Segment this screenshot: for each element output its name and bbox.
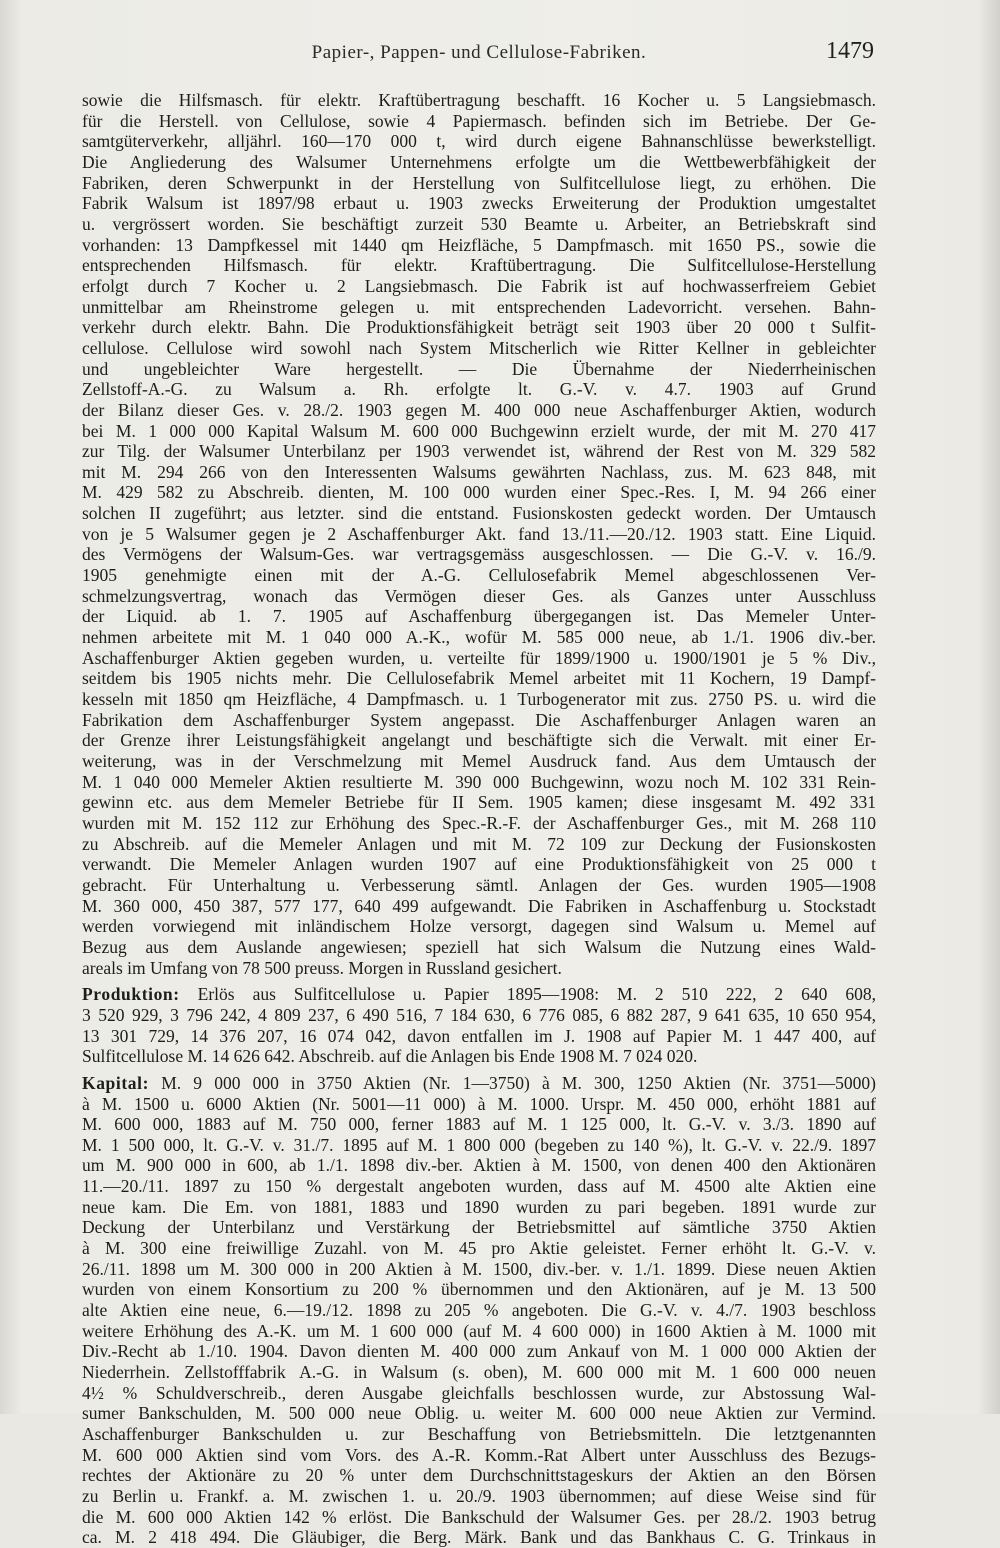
- text-line: Fabrikation dem Aschaffenburger System angepasst. Die Aschaffenburger Anlagen waren an: [82, 709, 876, 730]
- text-line: rechtes der Aktionäre zu 20 % unter dem Durchschnittstageskurs der Aktien an den Börsen: [82, 1465, 876, 1486]
- text-line: neue kam. Die Em. von 1881, 1883 und 1890 wurden zu pari begeben. 1891 wurde zur: [82, 1196, 876, 1217]
- kapital-heading: Kapital:: [82, 1072, 150, 1093]
- text-line: 3 520 929, 3 796 242, 4 809 237, 6 490 516, 7 184 630, 6 776 085, 6 882 287, 9 641 635, 10 650 954,: [82, 1004, 876, 1025]
- text-line: M. 600 000 Aktien sind vom Vors. des A.-R. Komm.-Rat Albert unter Ausschluss des Bezugs-: [82, 1444, 876, 1465]
- text-line: Sulfitcellulose M. 14 626 642. Abschreib. auf die Anlagen bis Ende 1908 M. 7 024 020.: [82, 1046, 698, 1067]
- running-header: [84, 38, 874, 68]
- text-line: Zellstoff-A.-G. zu Walsum a. Rh. erfolgte lt. G.-V. v. 4.7. 1903 auf Grund: [82, 379, 876, 400]
- text-line: Aschaffenburger Aktien gegeben wurden, u. verteilte für 1899/1900 u. 1900/1901 je 5 % Div.,: [82, 647, 876, 668]
- text-run: M. 9 000 000 in 3750 Aktien (Nr. 1—3750) à M. 300, 1250 Aktien (Nr. 3751—5000): [149, 1072, 876, 1093]
- text-line: verkehr durch elektr. Bahn. Die Produktionsfähigkeit beträgt seit 1903 über 20 000 t Sulfit-: [82, 317, 876, 338]
- main-paragraph: [82, 90, 876, 978]
- text-line: werden vorwiegend mit inländischem Holze versorgt, dagegen sind Walsum u. Memel auf: [82, 916, 876, 937]
- page-body: [82, 90, 876, 1548]
- page-number: 1479: [826, 38, 874, 64]
- text-line: 13 301 729, 14 376 207, 16 074 042, davon entfallen im J. 1908 auf Papier M. 1 447 400, auf: [82, 1025, 876, 1046]
- text-line: Aschaffenburger Bankschulden u. zur Beschaffung von Betriebsmitteln. Die letztgenannten: [82, 1424, 876, 1444]
- text-line: bei M. 1 000 000 Kapital Walsum M. 600 000 Buchgewinn erzielt wurde, der mit M. 270 417: [82, 420, 876, 441]
- text-line: Die Angliederung des Walsumer Unternehmens erfolgte um die Wettbewerbfähigkeit der: [82, 151, 876, 172]
- text-line: sowie die Hilfsmasch. für elektr. Kraftübertragung beschafft. 16 Kocher u. 5 Langsiebmasch.: [82, 90, 876, 110]
- text-line: um M. 900 000 in 600, ab 1./1. 1898 div.-ber. Aktien à M. 1500, von denen 400 den Aktionären: [82, 1155, 876, 1176]
- text-line: à M. 300 eine freiwillige Zuzahl. von M. 45 pro Aktie geleistet. Ferner erhöht lt. G.-V. v.: [82, 1238, 876, 1259]
- text-line: zu Abschreib. auf die Memeler Anlagen und mit M. 72 109 zur Deckung der Fusionskosten: [82, 833, 876, 854]
- text-line: unmittelbar am Rheinstrome gelegen u. mit entsprechenden Ladevorricht. versehen. Bahn-: [82, 296, 876, 317]
- text-line: wurden mit M. 152 112 zur Erhöhung des Spec.-R.-F. der Aschaffenburger Ges., mit M. 268 110: [82, 812, 876, 833]
- text-line: gewinn etc. aus dem Memeler Betriebe für II Sem. 1905 kamen; diese insgesamt M. 492 331: [82, 792, 876, 813]
- text-line: der Grenze ihrer Leistungsfähigkeit angelangt und beschäftigte sich die Verwalt. mit einer Er-: [82, 730, 876, 751]
- produktion-heading: Produktion:: [82, 984, 180, 1005]
- text-run: Erlös aus Sulfitcellulose u. Papier 1895—1908: M. 2 510 222, 2 640 608,: [179, 984, 876, 1005]
- text-line: Fabrik Walsum ist 1897/98 erbaut u. 1903 zwecks Erweiterung der Produktion umgestaltet: [82, 193, 876, 214]
- text-line: [82, 1073, 876, 1094]
- text-line: nehmen arbeitete mit M. 1 040 000 A.-K., wofür M. 585 000 neue, ab 1./1. 1906 div.-ber.: [82, 627, 876, 648]
- text-line: vorhanden: 13 Dampfkessel mit 1440 qm Heizfläche, 5 Dampfmasch. mit 1650 PS., sowie die: [82, 234, 876, 255]
- text-line: mit M. 294 266 von den Interessenten Walsums gewährten Nachlass, zus. M. 623 848, mit: [82, 461, 876, 482]
- text-line: à M. 1500 u. 6000 Aktien (Nr. 5001—11 000) à M. 1000. Urspr. M. 450 000, erhöht 1881 auf: [82, 1093, 876, 1114]
- text-line: sumer Bankschulden, M. 500 000 neue Oblig. u. weiter M. 600 000 neue Aktien zur Vermind.: [82, 1403, 876, 1424]
- text-line: u. vergrössert worden. Sie beschäftigt zurzeit 530 Beamte u. Arbeiter, an Betriebskraft sind: [82, 213, 876, 234]
- text-line: Fabriken, deren Schwerpunkt in der Herstellung von Sulfitcellulose liegt, zu erhöhen. Die: [82, 172, 876, 193]
- text-line: kesseln mit 1850 qm Heizfläche, 4 Dampfmasch. u. 1 Turbogenerator mit zus. 2750 PS. u. wird die: [82, 689, 876, 710]
- text-line: samtgüterverkehr, alljährl. 160—170 000 t, wird durch eigene Bahnanschlüsse bewerkstelligt.: [82, 131, 876, 152]
- page-fold-shadow: [978, 0, 1000, 1414]
- text-line: M. 1 040 000 Memeler Aktien resultierte M. 390 000 Buchgewinn, wozu noch M. 102 331 Rein-: [82, 771, 876, 792]
- kapital-section: [82, 1073, 876, 1548]
- text-line: schmelzungsvertrag, wonach das Vermögen dieser Ges. als Ganzes unter Ausschluss: [82, 585, 876, 606]
- text-line: für die Herstell. von Cellulose, sowie 4 Papiermasch. befinden sich im Betriebe. Der Ge-: [82, 110, 876, 131]
- text-line: ca. M. 2 418 494. Die Gläubiger, die Berg. Märk. Bank und das Bankhaus C. G. Trinkaus in: [82, 1527, 876, 1548]
- text-line: entsprechenden Hilfsmasch. für elektr. Kraftübertragung. Die Sulfitcellulose-Herstellung: [82, 255, 876, 276]
- text-line: zu Berlin u. Frankf. a. M. zwischen 1. u. 20./9. 1903 übernommen; auf diese Weise sind für: [82, 1485, 876, 1506]
- text-line: weitere Erhöhung des A.-K. um M. 1 600 000 (auf M. 4 600 000) in 1600 Aktien à M. 1000 mit: [82, 1320, 876, 1341]
- text-line: Bezug aus dem Auslande angewiesen; speziell hat sich Walsum die Nutzung eines Wald-: [82, 936, 876, 957]
- text-line: von je 5 Walsumer gegen je 2 Aschaffenburger Akt. fand 13./11.—20./12. 1903 statt. Eine Liquid.: [82, 523, 876, 544]
- text-line: gebracht. Für Unterhaltung u. Verbesserung sämtl. Anlagen der Ges. wurden 1905—1908: [82, 874, 876, 895]
- text-line: M. 600 000, 1883 auf M. 750 000, ferner 1883 auf M. 1 125 000, lt. G.-V. v. 3./3. 1890 auf: [82, 1114, 876, 1135]
- text-line: M. 360 000, 450 387, 577 177, 640 499 aufgewandt. Die Fabriken in Aschaffenburg u. Stockstadt: [82, 895, 876, 916]
- text-line: und ungebleichter Ware hergestellt. — Die Übernahme der Niederrheinischen: [82, 358, 876, 379]
- text-line: cellulose. Cellulose wird sowohl nach System Mitscherlich wie Ritter Kellner in gebleichter: [82, 337, 876, 358]
- text-line: des Vermögens der Walsum-Ges. war vertragsgemäss ausgeschlossen. — Die G.-V. v. 16./9.: [82, 544, 876, 565]
- page-title: Papier-, Pappen- und Cellulose-Fabriken.: [311, 42, 647, 63]
- text-line: solchen II zugeführt; aus letzter. sind die entstand. Fusionskosten gedeckt worden. Der Umtausch: [82, 503, 876, 524]
- text-line: areals im Umfang von 78 500 preuss. Morgen in Russland gesichert.: [82, 957, 562, 978]
- text-line: Niederrhein. Zellstofffabrik A.-G. in Walsum (s. oben), M. 600 000 mit M. 1 600 000 neuen: [82, 1362, 876, 1383]
- text-line: zur Tilg. der Walsumer Unterbilanz per 1903 verwendet ist, während der Rest von M. 329 582: [82, 441, 876, 462]
- text-line: M. 1 500 000, lt. G.-V. v. 31./7. 1895 auf M. 1 800 000 (begeben zu 140 %), lt. G.-V. v. 22./9. 1897: [82, 1134, 876, 1155]
- text-line: Deckung der Unterbilanz und Verstärkung der Betriebsmittel auf sämtliche 3750 Aktien: [82, 1217, 876, 1238]
- text-line: erfolgt durch 7 Kocher u. 2 Langsiebmasch. Die Fabrik ist auf hochwasserfreiem Gebiet: [82, 275, 876, 296]
- text-line: verwandt. Die Memeler Anlagen wurden 1907 auf eine Produktionsfähigkeit von 25 000 t: [82, 854, 876, 875]
- text-line: weiterung, was in der Verschmelzung mit Memel Ausdruck fand. Aus dem Umtausch der: [82, 751, 876, 771]
- text-line: M. 429 582 zu Abschreib. dienten, M. 100 000 wurden einer Spec.-Res. I, M. 94 266 einer: [82, 482, 876, 503]
- text-line: der Liquid. ab 1. 7. 1905 auf Aschaffenburg übergegangen ist. Das Memeler Unter-: [82, 606, 876, 627]
- text-line: 1905 genehmigte einen mit der A.-G. Cellulosefabrik Memel abgeschlossenen Ver-: [82, 565, 876, 586]
- text-line: die M. 600 000 Aktien 142 % erlöst. Die Bankschuld der Walsumer Ges. per 28./2. 1903 betrug: [82, 1506, 876, 1527]
- text-line: der Bilanz dieser Ges. v. 28./2. 1903 gegen M. 400 000 neue Aschaffenburger Aktien, wodurch: [82, 399, 876, 420]
- text-line: Div.-Recht ab 1./10. 1904. Davon dienten M. 400 000 zum Ankauf von M. 1 000 000 Aktien der: [82, 1341, 876, 1362]
- text-line: 4½ % Schuldverschreib., deren Ausgabe gleichfalls beschlossen wurde, zur Abstossung Wal-: [82, 1382, 876, 1403]
- text-line: wurden von einem Konsortium zu 200 % übernommen und den Aktionären, auf je M. 13 500: [82, 1279, 876, 1300]
- text-line: 26./11. 1898 um M. 300 000 in 200 Aktien à M. 1500, div.-ber. v. 1./1. 1899. Diese neuen Aktien: [82, 1258, 876, 1279]
- text-line: seitdem bis 1905 nichts mehr. Die Cellulosefabrik Memel arbeitet mit 11 Kochern, 19 Dampf-: [82, 668, 876, 689]
- text-line: [82, 984, 876, 1005]
- text-line: 11.—20./11. 1897 zu 150 % dergestalt angeboten wurden, dass auf M. 4500 alte Aktien eine: [82, 1176, 876, 1197]
- text-line: alte Aktien eine neue, 6.—19./12. 1898 zu 205 % angeboten. Die G.-V. v. 4./7. 1903 beschloss: [82, 1300, 876, 1321]
- produktion-section: [82, 984, 876, 1067]
